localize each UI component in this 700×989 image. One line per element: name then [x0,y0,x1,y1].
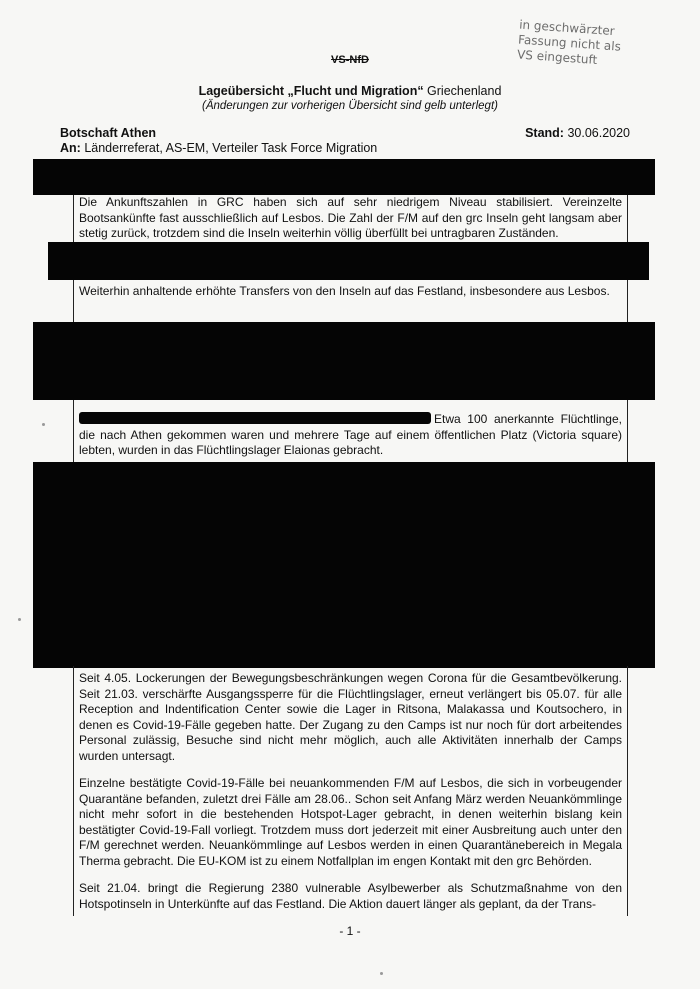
title-country: Griechenland [423,84,502,98]
inline-redaction [79,412,431,424]
status-date [525,126,630,140]
scan-speck [380,972,383,975]
redaction-block [33,159,655,195]
section-box [73,666,628,916]
paragraph-transfers: Seit 21.04. bringt die Regierung 2380 vulnerable Asylbewerber als Schutzmaßnahme von den Hotspotinseln in Unterkünfte auf das Festland. Die Aktion dauert länger als geplant, da der Trans- [79,881,622,911]
recipient-label: An: [60,141,81,155]
redaction-block [33,462,655,668]
classification-marking: VS-NfD [331,54,369,66]
date-label: Stand: [525,126,564,140]
document-subtitle: (Änderungen zur vorherigen Übersicht sind gelb unterlegt) [202,100,498,112]
redaction-block [33,322,655,400]
date-value: 30.06.2020 [567,126,630,140]
page-number: - 1 - [339,924,361,938]
declassification-stamp: in geschwärzter Fassung nicht als VS eingestuft [516,17,622,68]
scan-speck [42,423,45,426]
section-paragraph [79,412,622,459]
section-box [73,280,628,322]
redaction-block [48,242,649,280]
paragraph-lockdown: Seit 4.05. Lockerungen der Bewegungsbeschränkungen wegen Corona für die Gesamtbevölkerung. Seit 21.03. verschärfte Ausgangssperre für die Flüchtlingslager, erneut verlängert bis 05.07. für alle Reception and Indentification Center sowie die Lager in Ritsona, Malakassa und Koutsochero, in denen es Covid-19-Fälle gegeben hatte. Der Zugang zu den Camps ist nur noch für dort arbeitendes Personal zulässig, Besuche sind nicht mehr möglich, auch alle Aktivitäten innerhalb der Camps wurden untersagt. [79,671,622,763]
sender: Botschaft Athen [60,126,157,140]
section-box [73,195,628,242]
document-title [0,84,700,98]
section-text: Die Ankunftszahlen in GRC haben sich auf sehr niedrigem Niveau stabilisiert. Vereinzelte Bootsankünfte fast ausschließlich auf Lesbos. Die Zahl der F/M auf den grc Inseln geht langsam aber stetig zurück, trotzdem sind die Inseln weiterhin völlig überfüllt bei untragbaren Zuständen. [79,195,622,240]
scan-speck [18,618,21,621]
section-text: Etwa 100 anerkannte Flüchtlinge, die nach Athen gekommen waren und mehrere Tage auf einem öffentlichen Platz (Victoria square) lebten, wurden in das Flüchtlingslager Elaionas gebracht. [79,412,622,457]
recipient-value: Länderreferat, AS-EM, Verteiler Task Force Migration [84,141,378,155]
recipient [60,141,377,155]
paragraph-covid-cases: Einzelne bestätigte Covid-19-Fälle bei neuankommenden F/M auf Lesbos, die sich in vorbeugender Quarantäne befanden, zuletzt drei Fälle am 28.06.. Schon seit Anfang März werden Neuankömmlinge nicht mehr sofort in die bestehenden Hotspot-Lager gebracht, in denen weiterhin bislang kein bestätigter Covid-19-Fall vorliegt. Trotzdem muss dort jederzeit mit einer Ausbreitung auch unter den F/M gerechnet werden. Neuankömmlinge auf Lesbos werden in einen Quarantänebereich in Megala Therma gebracht. Die EU-KOM ist zu einem Notfallplan im engen Kontakt mit den grc Behörden. [79,776,622,868]
title-bold: Lageübersicht „Flucht und Migration“ [198,84,424,98]
section-text: Weiterhin anhaltende erhöhte Transfers von den Inseln auf das Festland, insbesondere aus Lesbos. [79,284,610,298]
section-box [73,400,628,462]
